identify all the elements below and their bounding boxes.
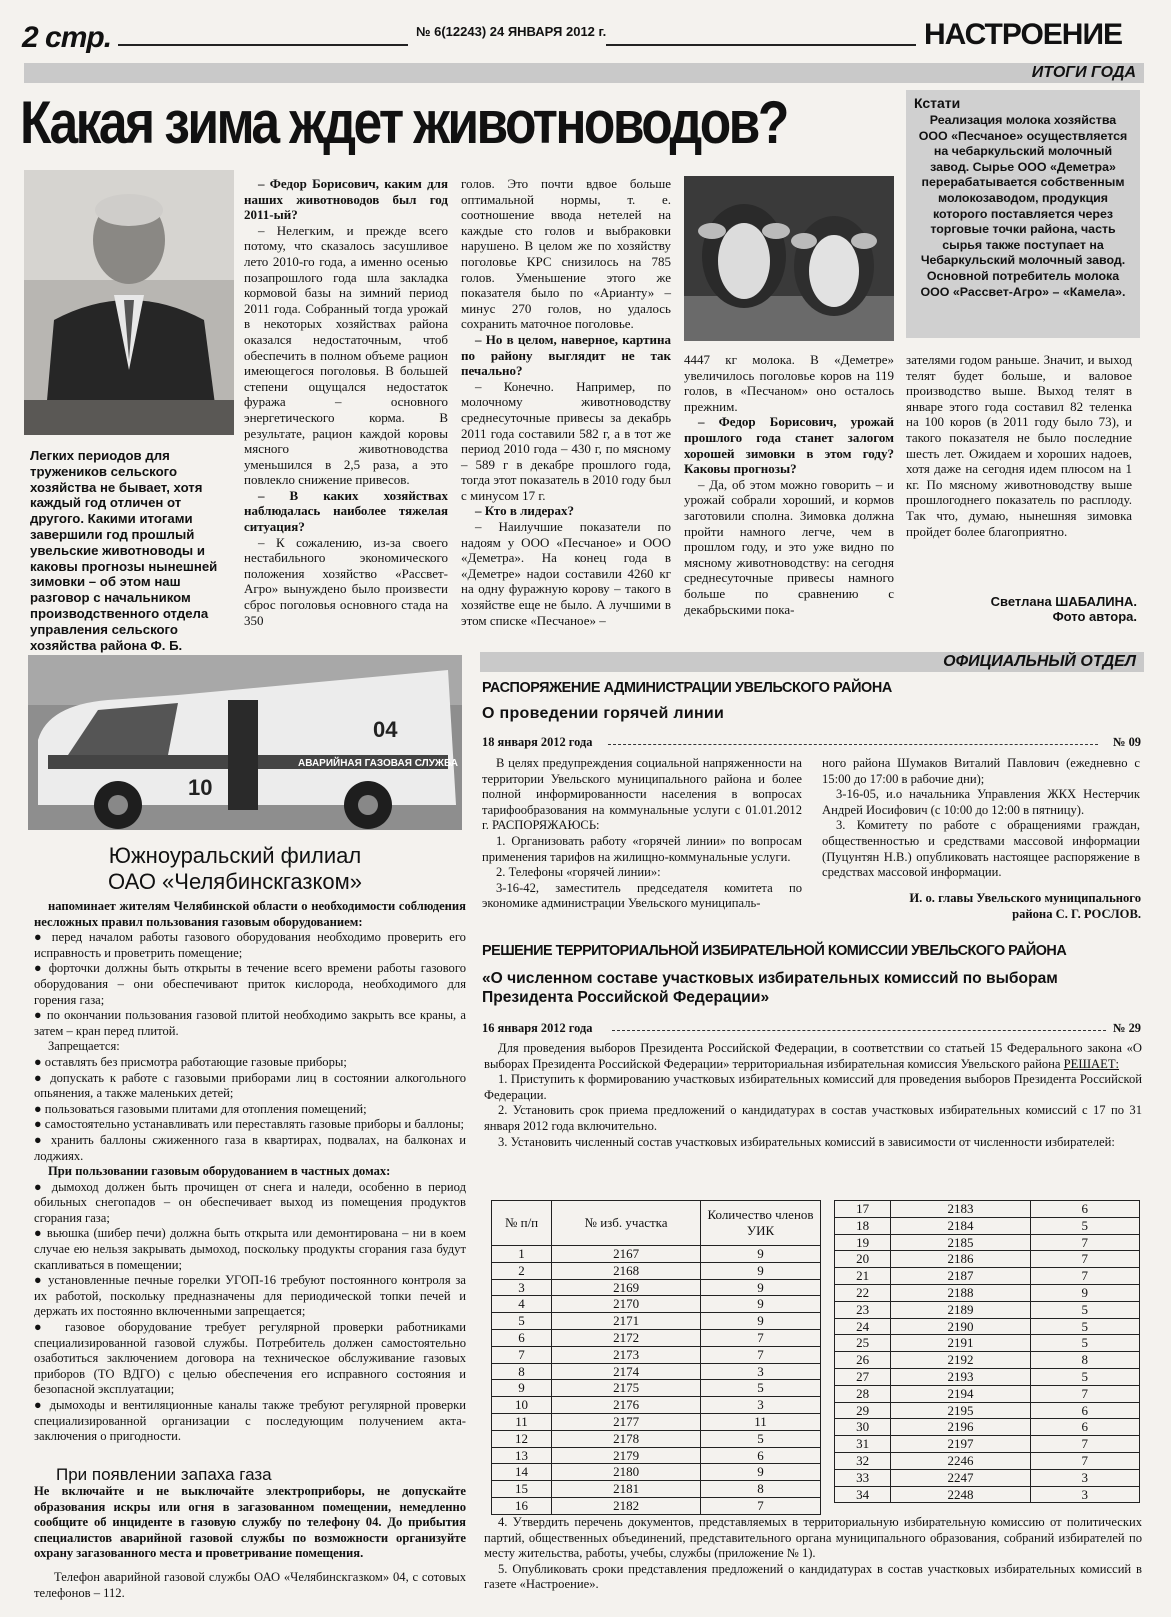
gas-rule-item: ● установленные печные горелки УГОП-16 требуют постоянного контроля за их работой, поскольку предназначены для периодической топки печей и держать их постоянно включенными запрещается;	[34, 1273, 466, 1319]
order-signature-line2: района С. Г. РОСЛОВ.	[1012, 907, 1141, 921]
table-row	[835, 1301, 1140, 1318]
table-cell: 9	[701, 1262, 821, 1279]
order-heading: РАСПОРЯЖЕНИЕ АДМИНИСТРАЦИИ УВЕЛЬСКОГО РАЙОНА	[482, 680, 892, 696]
table-row	[492, 1481, 821, 1498]
uik-table-right	[834, 1200, 1140, 1503]
table-cell: 3	[492, 1279, 552, 1296]
interview-answer: зателями годом раньше. Значит, и выход телят будет больше, и валовое производство выше. Выход телят в январе этого года составил 82 теленка на 100 коров (в 2011 году было 73), и такого показателя не было последние шесть лет. Ожидаем и хороших надоев, хотя даже на сегодня идем плюсом на 1 кг. По мясному животноводству выше прошлогоднего показатель по расплоду. Так что, думаю, нынешняя зимовка пройдет более благоприятно.	[906, 352, 1132, 539]
table-cell: 2169	[552, 1279, 701, 1296]
sidebar-box	[906, 90, 1140, 338]
photo-credit: Фото автора.	[1052, 609, 1137, 624]
table-cell: 6	[492, 1329, 552, 1346]
decision-date: 16 января 2012 года	[482, 1021, 593, 1035]
gas-van-image	[28, 655, 462, 830]
table-row	[835, 1251, 1140, 1268]
table-row	[492, 1380, 821, 1397]
table-row	[835, 1234, 1140, 1251]
order-paragraph: 1. Организовать работу «горячей линии» по вопросам применения тарифов на жилищно-коммунальные услуги.	[482, 833, 802, 864]
issue-info: № 6(12243) 24 ЯНВАРЯ 2012 г.	[416, 24, 607, 39]
interview-question: – Но в целом, наверное, картина по району выглядит не так печально?	[461, 331, 671, 379]
table-row	[835, 1284, 1140, 1301]
table-row	[492, 1246, 821, 1263]
table-row	[492, 1262, 821, 1279]
table-cell: 15	[492, 1481, 552, 1498]
table-cell: 7	[1030, 1234, 1139, 1251]
table-row	[835, 1402, 1140, 1419]
gas-private-label: При пользовании газовым оборудованием в частных домах:	[48, 1164, 391, 1179]
order-column-b	[822, 756, 1140, 881]
table-cell: 2247	[891, 1469, 1030, 1486]
table-row	[835, 1385, 1140, 1402]
table-cell: 5	[1030, 1301, 1139, 1318]
table-row	[492, 1346, 821, 1363]
gas-forbidden-label: Запрещается:	[48, 1039, 120, 1054]
decision-heading: РЕШЕНИЕ ТЕРРИТОРИАЛЬНОЙ ИЗБИРАТЕЛЬНОЙ КОМИССИИ УВЕЛЬСКОГО РАЙОНА	[482, 943, 1067, 959]
decision-body	[484, 1041, 1142, 1150]
table-cell: 9	[701, 1464, 821, 1481]
table-row	[835, 1419, 1140, 1436]
gas-rules-text	[34, 899, 466, 1445]
decision-resolves: РЕШАЕТ:	[1063, 1056, 1120, 1071]
table-cell: 3	[701, 1363, 821, 1380]
table-header-cell: № п/п	[492, 1201, 552, 1246]
table-cell: 6	[1030, 1402, 1139, 1419]
table-cell: 2168	[552, 1262, 701, 1279]
order-number: № 09	[1113, 735, 1141, 749]
table-row	[492, 1413, 821, 1430]
table-cell: 23	[835, 1301, 891, 1318]
table-header-cell: № изб. участка	[552, 1201, 701, 1246]
section-label-results: ИТОГИ ГОДА	[1031, 64, 1136, 81]
table-cell: 2194	[891, 1385, 1030, 1402]
table-cell: 6	[1030, 1201, 1139, 1218]
table-cell: 6	[1030, 1419, 1139, 1436]
table-row	[492, 1296, 821, 1313]
table-cell: 2189	[891, 1301, 1030, 1318]
table-cell: 5	[701, 1380, 821, 1397]
table-row	[492, 1464, 821, 1481]
table-cell: 5	[1030, 1217, 1139, 1234]
decision-point-4: 4. Утвердить перечень документов, представляемых в территориальную избирательную комиссию от политических партий, общественных объединений, представительного органа муниципального образования, собраний избирателей по месту жительства, работы, учебы, службы (приложение № 1).	[484, 1515, 1142, 1561]
order-title: О проведении горячей линии	[482, 705, 725, 722]
table-cell: 2248	[891, 1486, 1030, 1503]
table-cell: 26	[835, 1352, 891, 1369]
gas-van-photo	[28, 655, 462, 830]
order-column-a	[482, 756, 802, 912]
table-cell: 2181	[552, 1481, 701, 1498]
table-cell: 20	[835, 1251, 891, 1268]
table-row	[835, 1352, 1140, 1369]
table-cell: 2186	[891, 1251, 1030, 1268]
decision-title: «О численном составе участковых избирательных комиссий по выборам Президента Российской Федерации»	[482, 970, 1058, 1006]
interview-question: – Федор Борисович, урожай прошлого года станет залогом хорошей зимовки в этом году? Каковы прогнозы?	[684, 414, 894, 477]
table-cell: 2167	[552, 1246, 701, 1263]
table-cell: 19	[835, 1234, 891, 1251]
van-side-text: АВАРИЙНАЯ ГАЗОВАЯ СЛУЖБА	[298, 758, 458, 769]
table-cell: 7	[1030, 1452, 1139, 1469]
order-paragraph: В целях предупреждения социальной напряженности на территории Увельского муниципального района и более полной информированности населения в вопросах тарифообразования на коммунальные услуги с 01.01.2012 г. РАСПОРЯЖАЮСЬ:	[482, 756, 802, 833]
table-cell: 31	[835, 1436, 891, 1453]
uik-table-left-body	[492, 1246, 821, 1515]
table-cell: 30	[835, 1419, 891, 1436]
section-label-official: ОФИЦИАЛЬНЫЙ ОТДЕЛ	[943, 653, 1136, 670]
table-cell: 9	[1030, 1284, 1139, 1301]
table-cell: 2182	[552, 1497, 701, 1514]
article-lead: Легких периодов для тружеников сельского хозяйства не бывает, хотя каждый год отличен от другого. Какими итогами завершили год прошлый увельские животноводы и каковы прогнозы нынешней зимовки – об этом наш разговор с начальником производственного отдела управления сельского хозяйства района Ф. Б.	[30, 448, 218, 653]
table-cell: 2190	[891, 1318, 1030, 1335]
gas-rule-item: ● по окончании пользования газовой плитой необходимо закрыть все краны, а затем – кран перед плитой.	[34, 1008, 466, 1038]
table-cell: 2178	[552, 1430, 701, 1447]
article-column-3	[684, 352, 894, 617]
decision-point-2: 2. Установить срок приема предложений о кандидатурах в состав участковых избирательных комиссий с 17 по 31 января 2012 года включительно.	[484, 1103, 1142, 1133]
gas-rule-item: ● дымоходы и вентиляционные каналы также требуют регулярной проверки специализированной организации с последующим получением акта-заключения о пригодности.	[34, 1398, 466, 1444]
table-cell: 2191	[891, 1335, 1030, 1352]
table-cell: 2174	[552, 1363, 701, 1380]
interview-answer: – Да, об этом можно говорить – и урожай собрали хороший, и кормов заготовили сполна. Зимовка должна пройти намного легче, чем в прошлом году, и это уже видно по мясному животноводству: на сегодня среднесуточные привесы намного больше по сравнению с декабрьскими пока-	[684, 476, 894, 617]
table-row	[492, 1430, 821, 1447]
interview-question: – Федор Борисович, каким для наших животноводов был год 2011-ый?	[244, 176, 448, 223]
gas-rule-item: ● газовое оборудование требует регулярной проверки работниками специализированной газовой службы. Потребитель должен самостоятельно озаботиться заключением договора на техническое обслуживание газовых приборов (ТО ВДГО) с целью обеспечения его исправного состояния и безопасной эксплуатации;	[34, 1320, 466, 1397]
table-cell: 2184	[891, 1217, 1030, 1234]
decision-point-1: 1. Приступить к формированию участковых избирательных комиссий для проведения выборов Президента Российской Федерации.	[484, 1072, 1142, 1102]
uik-table-left	[491, 1200, 821, 1515]
table-cell: 2175	[552, 1380, 701, 1397]
table-cell: 3	[701, 1397, 821, 1414]
van-door-number: 10	[188, 775, 213, 800]
gas-rule-item: ● дымоход должен быть прочищен от снега и наледи, особенно в период обильных снегопадов – он обеспечивает выход из помещения продуктов сгорания газа;	[34, 1179, 466, 1225]
article-title: Какая зима ждет животноводов?	[20, 89, 787, 156]
interview-answer: – Наилучшие показатели по надоям у ООО «Песчаное» и ООО «Деметра». На конец года в «Деметре» надои составили 4260 кг на одну фуражную корову – такого в хозяйстве еще не было. А лучшими в этом списке «Песчаное» –	[461, 519, 671, 628]
table-cell: 7	[1030, 1436, 1139, 1453]
table-cell: 2180	[552, 1464, 701, 1481]
decision-point-5: 5. Опубликовать сроки представления предложений о кандидатурах в состав участковых избирательных комиссий в газете «Настроение».	[484, 1561, 1142, 1592]
table-cell: 7	[1030, 1268, 1139, 1285]
cows-photo	[684, 176, 894, 341]
gas-rule-item: ● форточки должны быть открыты в течение всего времени работы газового оборудования – они обеспечивают приток кислорода, необходимого для горения газа;	[34, 961, 466, 1007]
table-cell: 14	[492, 1464, 552, 1481]
portrait-photo-image	[24, 170, 234, 435]
van-number: 04	[373, 717, 398, 742]
table-row	[835, 1318, 1140, 1335]
decision-body-end	[484, 1515, 1142, 1593]
table-cell: 2197	[891, 1436, 1030, 1453]
table-row	[835, 1201, 1140, 1218]
table-cell: 7	[1030, 1385, 1139, 1402]
gas-title-line2: ОАО «Челябинскгазком»	[108, 869, 362, 894]
interview-answer: – Нелегким, и прежде всего потому, что сказалось засушливое лето 2010-го года, а именно осенью позапрошлого года шла закладка кормовой базы на зимний период 2011 года. Собранный тогда урожай в некоторых хозяйствах района оказался недостаточным, чтоб обеспечить в полном объеме рацион имеющегося поголовья. В большей степени ощущался недостаток фуража – основного энергетического корма. В результате, рацион каждой коровы мясного животноводства уменьшился в 2,5 раза, а это повлекло снижение привесов.	[244, 222, 448, 488]
table-cell: 2176	[552, 1397, 701, 1414]
interview-question: – Кто в лидерах?	[475, 503, 574, 519]
table-cell: 4	[492, 1296, 552, 1313]
table-cell: 33	[835, 1469, 891, 1486]
cows-photo-image	[684, 176, 894, 341]
table-row	[492, 1329, 821, 1346]
table-cell: 24	[835, 1318, 891, 1335]
table-cell: 27	[835, 1368, 891, 1385]
table-cell: 22	[835, 1284, 891, 1301]
table-row	[492, 1397, 821, 1414]
table-row	[492, 1313, 821, 1330]
table-cell: 2187	[891, 1268, 1030, 1285]
table-row	[835, 1486, 1140, 1503]
table-cell: 9	[701, 1246, 821, 1263]
article-column-4	[906, 352, 1132, 539]
interview-question: – В каких хозяйствах наблюдалась наиболее тяжелая ситуация?	[244, 487, 448, 535]
table-cell: 2185	[891, 1234, 1030, 1251]
gas-rule-item: ● пользоваться газовыми плитами для отопления помещений;	[34, 1101, 367, 1116]
table-cell: 18	[835, 1217, 891, 1234]
table-cell: 29	[835, 1402, 891, 1419]
masthead-rule-left	[118, 44, 408, 46]
interview-answer: голов. Это почти вдвое больше оптимальной нормы, т. е. соотношение ввода нетелей на каждые сто голов и выбраковки нарушено. В целом же по хозяйству поголовье КРС снизилось на 785 голов. Уменьшение этого же показателя было по «Арианту» – минус 270 голов, но удалось сохранить маточное поголовье.	[461, 176, 671, 332]
table-cell: 6	[701, 1447, 821, 1464]
table-cell: 16	[492, 1497, 552, 1514]
table-row	[835, 1335, 1140, 1352]
table-cell: 2192	[891, 1352, 1030, 1369]
section-bar-official	[480, 652, 1144, 672]
table-cell: 7	[492, 1346, 552, 1363]
gas-rule-item: ● хранить баллоны сжиженного газа в квартирах, подвалах, на балконах и лоджиях.	[34, 1132, 466, 1163]
interview-answer: – Конечно. Например, по молочному животноводству среднесуточные привесы за декабрь 2011 года составили 582 г, а в тот же период 2010 года – 430 г, по мясному – 589 г в декабре прошлого года, тогда этот показатель в 2010 году был с минусом 17 г.	[461, 378, 671, 503]
table-cell: 3	[1030, 1486, 1139, 1503]
table-cell: 28	[835, 1385, 891, 1402]
table-row	[835, 1368, 1140, 1385]
table-cell: 5	[1030, 1368, 1139, 1385]
table-cell: 2195	[891, 1402, 1030, 1419]
decision-point-3: 3. Установить численный состав участковых избирательных комиссий в зависимости от численности избирателей:	[498, 1134, 1115, 1149]
table-cell: 13	[492, 1447, 552, 1464]
table-cell: 2170	[552, 1296, 701, 1313]
sidebar-title: Кстати	[914, 95, 961, 111]
table-cell: 2193	[891, 1368, 1030, 1385]
table-cell: 21	[835, 1268, 891, 1285]
table-cell: 2179	[552, 1447, 701, 1464]
order-paragraph: 3-16-42, заместитель председателя комитета по экономике администрации Увельского муниципаль-	[482, 880, 802, 911]
table-row	[835, 1217, 1140, 1234]
table-cell: 7	[701, 1497, 821, 1514]
portrait-photo	[24, 170, 234, 435]
gas-smell-text: Не включайте и не выключайте электроприборы, не допускайте образования искры или огня в загазованном помещении, немедленно сообщите об инциденте в газовую службу по телефону 04. До прибытия специалистов аварийной газовой службы по возможности организуйте охрану загазованного места и проветривание помещения.	[34, 1484, 466, 1561]
table-cell: 10	[492, 1397, 552, 1414]
table-cell: 34	[835, 1486, 891, 1503]
table-cell: 2246	[891, 1452, 1030, 1469]
gas-title-line1: Южноуральский филиал	[108, 843, 362, 868]
gas-rule-item: ● вьюшка (шибер печи) должна быть открыта или демонтирована – ни в коем случае ею нельзя закрывать дымоход, поскольку продукты сгорания газа будут скапливаться в помещении;	[34, 1226, 466, 1272]
order-paragraph: 3-16-05, и.о начальника Управления ЖКХ Нестерчик Андрей Иосифович (с 10:00 до 12:00 в пятницу).	[822, 787, 1140, 817]
sidebar-text: Реализация молока хозяйства ООО «Песчаное» осуществляется на чебаркульский молочный завод. Сырье ООО «Деметра» перерабатывается собственным молокозаводом, продукция которого поставляется через торговые точки района, часть сырья также поступает на Чебаркульский молочный завод. Основной потребитель молока ООО «Рассвет-Агро» – «Камела».	[918, 113, 1128, 299]
gas-smell-title: При появлении запаха газа	[56, 1465, 272, 1484]
gas-rule-item: ● оставлять без присмотра работающие газовые приборы;	[34, 1054, 347, 1069]
gas-rule-item: ● перед началом работы газового оборудования необходимо проверить его исправность и проветрить помещение;	[34, 930, 466, 960]
table-header-cell: Количество членов УИК	[701, 1201, 821, 1246]
order-signature-line1: И. о. главы Увельского муниципального	[909, 891, 1141, 905]
table-cell: 25	[835, 1335, 891, 1352]
order-paragraph: ного района Шумаков Виталий Павлович (ежедневно с 15:00 до 17:00 в рабочие дни);	[822, 756, 1140, 786]
table-cell: 9	[701, 1296, 821, 1313]
masthead-rule-right	[606, 44, 916, 46]
table-cell: 2172	[552, 1329, 701, 1346]
table-row	[835, 1452, 1140, 1469]
table-row	[835, 1469, 1140, 1486]
table-cell: 2	[492, 1262, 552, 1279]
gas-rule-item: ● самостоятельно устанавливать или переставлять газовые приборы и баллоны;	[34, 1117, 465, 1132]
order-date: 18 января 2012 года	[482, 735, 593, 749]
table-cell: 11	[701, 1413, 821, 1430]
table-cell: 8	[701, 1481, 821, 1498]
table-header-row	[492, 1201, 821, 1246]
order-date-rule	[608, 744, 1098, 745]
table-cell: 9	[492, 1380, 552, 1397]
decision-date-rule	[612, 1030, 1106, 1031]
newspaper-name: НАСТРОЕНИЕ	[924, 18, 1123, 51]
table-cell: 5	[492, 1313, 552, 1330]
table-cell: 7	[1030, 1251, 1139, 1268]
table-cell: 2173	[552, 1346, 701, 1363]
table-row	[492, 1447, 821, 1464]
table-cell: 5	[1030, 1318, 1139, 1335]
table-cell: 5	[701, 1430, 821, 1447]
gas-intro: напоминает жителям Челябинской области о необходимости соблюдения несложных правил пользования газовым оборудованием:	[34, 899, 466, 929]
table-row	[835, 1268, 1140, 1285]
article-column-1	[244, 176, 448, 628]
table-cell: 9	[701, 1279, 821, 1296]
table-cell: 12	[492, 1430, 552, 1447]
article-column-2	[461, 176, 671, 628]
table-cell: 2188	[891, 1284, 1030, 1301]
table-row	[835, 1436, 1140, 1453]
table-cell: 17	[835, 1201, 891, 1218]
decision-number: № 29	[1113, 1021, 1141, 1035]
table-cell: 3	[1030, 1469, 1139, 1486]
table-cell: 1	[492, 1246, 552, 1263]
table-cell: 7	[701, 1329, 821, 1346]
table-cell: 2196	[891, 1419, 1030, 1436]
table-cell: 2183	[891, 1201, 1030, 1218]
gas-rule-item: ● допускать к работе с газовыми приборами лиц в состоянии алкогольного опьянения, а также маленьких детей;	[34, 1070, 466, 1101]
interview-answer: – К сожалению, из-за своего нестабильного экономического положения хозяйство «Рассвет-Агро» вынуждено было произвести сброс поголовья основного стада на 350	[244, 534, 448, 628]
table-cell: 11	[492, 1413, 552, 1430]
article-author: Светлана ШАБАЛИНА.	[990, 594, 1137, 609]
interview-answer: 4447 кг молока. В «Деметре» увеличилось поголовье коров на 119 голов, в «Песчаном» оно осталось прежним.	[684, 352, 894, 414]
table-row	[492, 1279, 821, 1296]
table-cell: 2177	[552, 1413, 701, 1430]
decision-intro: Для проведения выборов Президента Российской Федерации, в соответствии со статьей 15 Федерального закона «О выборах Президента Российской Федерации» территориальная избирательная комиссия Увельского района РЕШАЕТ:	[484, 1041, 1142, 1071]
table-row	[492, 1363, 821, 1380]
order-paragraph: 2. Телефоны «горячей линии»:	[496, 865, 661, 880]
table-cell: 2171	[552, 1313, 701, 1330]
uik-table-right-body	[835, 1201, 1140, 1503]
table-row	[492, 1497, 821, 1514]
table-cell: 5	[1030, 1335, 1139, 1352]
table-cell: 7	[701, 1346, 821, 1363]
page-number: 2 стр.	[22, 21, 112, 54]
table-cell: 9	[701, 1313, 821, 1330]
table-cell: 8	[1030, 1352, 1139, 1369]
order-paragraph: 3. Комитету по работе с обращениями граждан, общественностью и средствами массовой информации (Пуцунтян Н.В.) опубликовать настоящее распоряжение в средствах массовой информации.	[822, 818, 1140, 880]
table-cell: 32	[835, 1452, 891, 1469]
gas-phone: Телефон аварийной газовой службы ОАО «Челябинскгазком» 04, с сотовых телефонов – 112.	[34, 1570, 466, 1600]
table-cell: 8	[492, 1363, 552, 1380]
section-bar-results	[24, 63, 1144, 83]
